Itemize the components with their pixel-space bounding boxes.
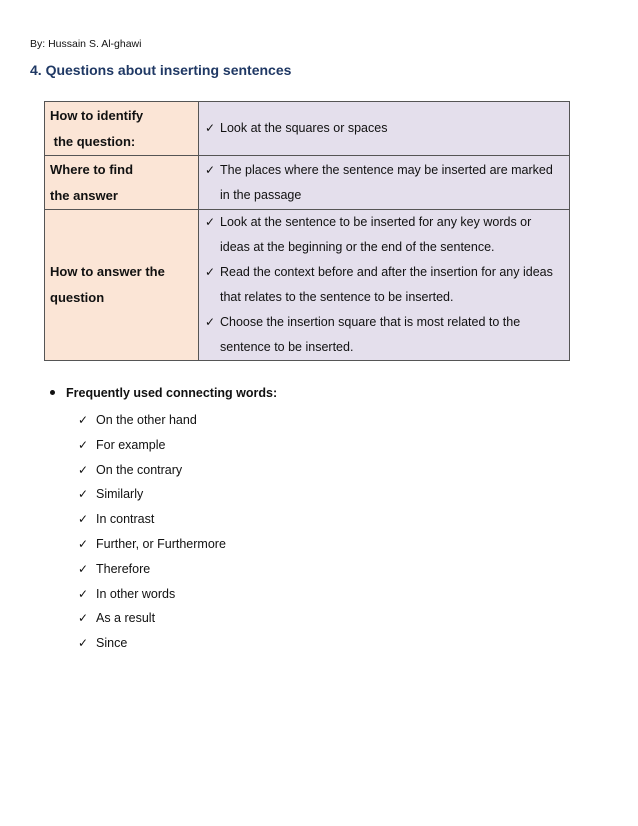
row-label [45, 210, 199, 361]
list-item: ✓ Look at the squares or spaces [205, 116, 561, 141]
list-item: ✓ In contrast [78, 507, 226, 532]
row-label-line: the answer [50, 187, 118, 203]
list-item: ✓ Since [78, 631, 226, 656]
checkmark-icon: ✓ [78, 586, 89, 601]
row-label-line: How to identify [50, 107, 144, 123]
checkmark-icon: ✓ [78, 636, 89, 651]
checkmark-icon: ✓ [205, 215, 216, 229]
connecting-words-heading: Frequently used connecting words: [50, 386, 277, 400]
list-item: ✓ On the other hand [78, 408, 226, 433]
checkmark-icon: ✓ [78, 437, 89, 452]
checkmark-icon: ✓ [78, 536, 89, 551]
row-label-line: the question: [50, 133, 136, 149]
row-label-line: How to answer the [50, 264, 165, 279]
row-label [45, 156, 199, 210]
list-item: ✓ Similarly [78, 482, 226, 507]
table-row [45, 210, 570, 361]
connecting-words-list [78, 408, 226, 656]
checkmark-icon: ✓ [205, 315, 216, 329]
row-content [199, 102, 570, 156]
checkmark-icon: ✓ [205, 265, 216, 279]
row-label-line: Where to find [50, 161, 134, 177]
list-item: ✓ In other words [78, 582, 226, 607]
question-table [44, 101, 570, 361]
checkmark-icon: ✓ [205, 121, 216, 135]
list-item: ✓ Therefore [78, 557, 226, 582]
row-content [199, 156, 570, 210]
list-item: ✓ The places where the sentence may be inserted are marked in the passage [205, 158, 561, 208]
checkmark-icon: ✓ [78, 561, 89, 576]
row-label-line: question [50, 290, 105, 305]
list-item: ✓ Look at the sentence to be inserted for any key words or ideas at the beginning or the end of the sentence. [205, 210, 561, 260]
table-row [45, 102, 570, 156]
author-line: By: Hussain S. Al-ghawi [30, 38, 142, 50]
list-item: ✓ On the contrary [78, 458, 226, 483]
checkmark-icon: ✓ [78, 462, 89, 477]
list-item: ✓ Choose the insertion square that is most related to the sentence to be inserted. [205, 310, 561, 360]
list-item: ✓ For example [78, 433, 226, 458]
list-item: ✓ Further, or Furthermore [78, 532, 226, 557]
checkmark-icon: ✓ [78, 413, 89, 427]
list-item: ✓ As a result [78, 606, 226, 631]
checkmark-icon: ✓ [78, 512, 89, 527]
table-row [45, 156, 570, 210]
row-label [45, 102, 199, 156]
bullet-icon [50, 390, 55, 395]
list-item: ✓ Read the context before and after the insertion for any ideas that relates to the sentence to be inserted. [205, 260, 561, 310]
checkmark-icon: ✓ [205, 162, 216, 177]
checkmark-icon: ✓ [78, 487, 89, 502]
section-heading: 4. Questions about inserting sentences [30, 62, 292, 78]
row-content [199, 210, 570, 361]
checkmark-icon: ✓ [78, 611, 89, 626]
